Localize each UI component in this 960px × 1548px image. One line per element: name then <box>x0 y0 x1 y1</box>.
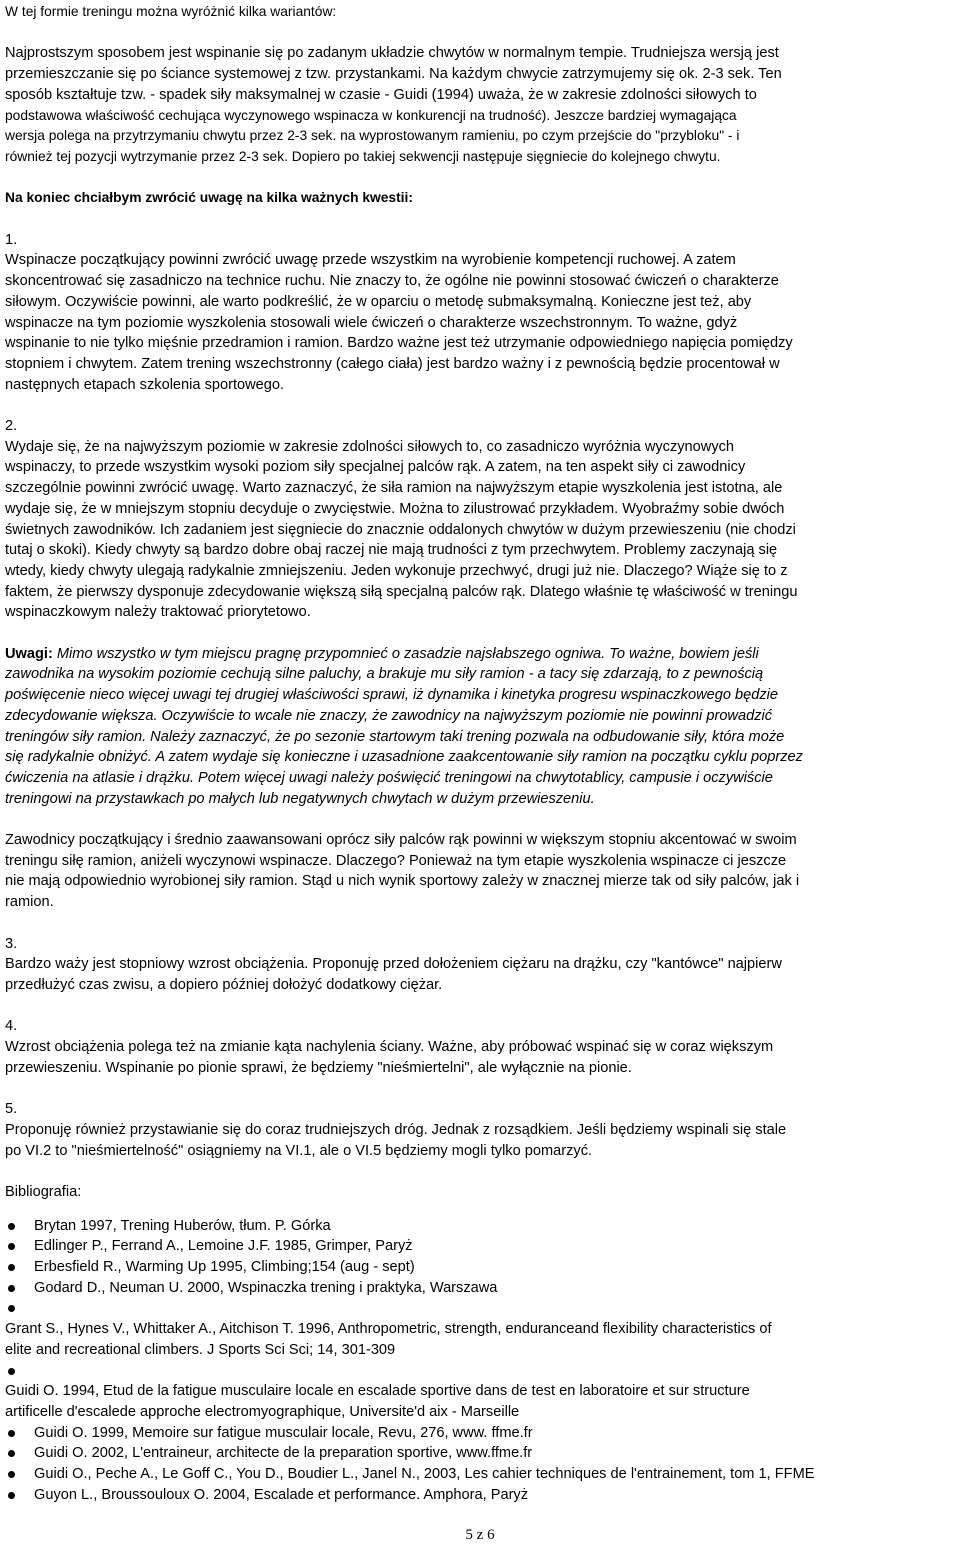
text-line: artificelle d'escalede approche electromyographique, Universite'd aix - Marseille <box>5 1403 520 1420</box>
item-5 <box>5 1099 955 1161</box>
bibliography-heading: Bibliografia: <box>5 1183 82 1200</box>
text-line <box>5 644 955 665</box>
spacer <box>5 623 955 644</box>
text-line: sposób kształtuje tzw. - spadek siły maksymalnej w czasie - Guidi (1994) uważa, że w zakresie zdolności siłowych to <box>5 86 757 103</box>
bullet-icon <box>8 1430 15 1437</box>
text-line: po VI.2 to "nieśmiertelność" osiągniemy na VI.1, ale o VI.5 będziemy mogli tylko pomarzyć. <box>5 1142 593 1159</box>
list-item: Edlinger P., Ferrand A., Lemoine J.F. 1985, Grimper, Paryż <box>5 1236 955 1257</box>
text-line: elite and recreational climbers. J Sports Sci Sci; 14, 301-309 <box>5 1341 396 1358</box>
text-line: stopniem i chwytem. Zatem trening wszechstronny (całego ciała) jest bardzo ważny i z pewnością będzie procentował w <box>5 355 780 372</box>
text-line: przemieszczanie się po ściance systemowej z tzw. przystankami. Na każdym chwycie zatrzymujemy się ok. 2-3 sek. Ten <box>5 66 782 83</box>
bullet-icon <box>8 1285 15 1292</box>
bullet-icon <box>8 1264 15 1271</box>
text-line: ćwiczenia na atlasie i drążku. Potem więcej uwagi należy poświęcić treningowi na chwytotablicy, campusie i oczywiście <box>5 769 773 786</box>
bullet-icon <box>8 1450 15 1457</box>
bullet-icon <box>8 1305 15 1312</box>
text-line: Zawodnicy początkujący i średnio zaawansowani oprócz siły palców rąk powinni w większym stopniu akcentować w swoim <box>5 832 797 849</box>
bibliography-list <box>5 1216 955 1506</box>
text-line: Grant S., Hynes V., Whittaker A., Aitchison T. 1996, Anthropometric, strength, enduranceand flexibility characteristics of <box>5 1321 772 1338</box>
remarks-first-line: Mimo wszystko w tym miejscu pragnę przypomnieć o zasadzie najsłabszego ogniwa. To ważne, bowiem jeśli <box>52 645 759 662</box>
text-line: szczególnie powinni zwrócić uwagę. Warto zaznaczyć, że siła ramion na najwyższym etapie wyszkolenia jest istotna, ale <box>5 480 783 497</box>
text-line: również tej pozycji wytrzymanie przez 2-3 sek. Dopiero po takiej sekwencji następuje sięgniecie do kolejnego chwytu. <box>5 148 721 164</box>
list-item: Guidi O. 1999, Memoire sur fatigue musculair locale, Revu, 276, www. ffme.fr <box>5 1423 955 1444</box>
list-item <box>5 1361 955 1423</box>
text-line: świetnych zawodników. Ich zadaniem jest sięgniecie do znacznie oddalonych chwytów w dużym przewieszeniu (nie chodzi <box>5 521 796 538</box>
text-line: wydaje się, że w mniejszym stopniu decyduje o zwycięstwie. Można to zilustrować przykładem. Wyobraźmy sobie dwóch <box>5 500 785 517</box>
list-item: Erbesfield R., Warming Up 1995, Climbing;154 (aug - sept) <box>5 1257 955 1278</box>
item-number: 1. <box>5 231 18 248</box>
text-line: wspinacze na tym poziomie wyszkolenia stosowali wiele ćwiczeń o charakterze wszechstronnym. To ważne, gdyż <box>5 314 738 331</box>
bullet-row <box>5 1298 955 1319</box>
item-number: 5. <box>5 1101 18 1118</box>
text-line: Proponuję również przystawianie się do coraz trudniejszych dróg. Jednak z rozsądkiem. Jeśli będziemy wspinali się stale <box>5 1121 787 1138</box>
text-line: Bardzo waży jest stopniowy wzrost obciążenia. Proponuję przed dołożeniem ciężaru na drążku, czy "kantówce" najpierw <box>5 956 782 973</box>
issues-heading: Na koniec chciałbym zwrócić uwagę na kilka ważnych kwestii: <box>5 190 413 206</box>
beginners-paragraph <box>5 830 955 913</box>
text-line: skoncentrować się zasadniczo na technice ruchu. Nie znaczy to, że ogólne nie powinni stosować ćwiczeń o charakterze <box>5 273 779 290</box>
text-line: zdecydowanie większa. Oczywiście to wcale nie znaczy, że zawodnicy na najwyższym poziomie nie powinni prowadzić <box>5 707 773 724</box>
spacer <box>5 1078 955 1099</box>
text-line: poświęcenie nieco więcej uwagi tej drugiej właściwości sprawi, iż dynamika i kinetyka progresu wspinaczkowego będzie <box>5 687 779 704</box>
spacer <box>5 913 955 934</box>
item-number: 3. <box>5 935 18 952</box>
text-line: treningów siły ramion. Należy zaznaczyć, że po sezonie startowym taki trening pozwala na odbudowanie siły, która może <box>5 728 785 745</box>
text-line: zawodnika na wysokim poziomie cechują silne paluchy, a brakuje mu siły ramion - a tacy się zdarzają, to z pewnością <box>5 666 764 683</box>
bullet-row <box>5 1361 955 1382</box>
spacer <box>5 809 955 830</box>
text-line: ramion. <box>5 894 54 911</box>
bullet-icon <box>8 1368 15 1375</box>
spacer <box>5 168 955 189</box>
item-4 <box>5 1016 955 1078</box>
text-line: się radykalnie obniżyć. A zatem wydaje się konieczne i uzasadnione zaakcentowanie siły ramion na początku cyklu poprzez <box>5 749 803 766</box>
item-number: 4. <box>5 1018 18 1035</box>
spacer <box>5 1161 955 1182</box>
variants-paragraph <box>5 43 955 167</box>
text-line: podstawowa właściwość cechująca wyczynowego wspinacza w konkurencji na trudność). Jeszcze bardziej wymagająca <box>5 107 737 123</box>
bullet-icon <box>8 1471 15 1478</box>
text-line: nie mają odpowiednio wyrobionej siły ramion. Stąd u nich wynik sportowy zależy w znacznej mierze tak od siły palców, jak i <box>5 873 800 890</box>
page-number-footer: 5 z 6 <box>465 1527 495 1543</box>
item-3 <box>5 934 955 996</box>
text-line: Wspinacze początkujący powinni zwrócić uwagę przede wszystkim na wyrobienie kompetencji ruchowej. A zatem <box>5 252 736 269</box>
remarks-paragraph <box>5 644 955 810</box>
item-1 <box>5 230 955 396</box>
list-item: Guidi O. 2002, L'entraineur, architecte de la preparation sportive, www.ffme.fr <box>5 1443 955 1464</box>
list-item <box>5 1298 955 1360</box>
text-line: przedłużyć czas zwisu, a dopiero później dołożyć dodatkowy ciężar. <box>5 976 443 993</box>
text-line: następnych etapach szkolenia sportowego. <box>5 376 285 393</box>
text-line: wtedy, kiedy chwyty ulegają radykalnie zmniejszeniu. Jeden wykonuje przechwyć, drugi już nie. Dlaczego? Wiąże się to z <box>5 562 788 579</box>
remarks-label: Uwagi: <box>5 645 53 662</box>
text-line: wspinanie to nie tylko mięśnie przedramion i ramion. Bardzo ważne jest też utrzymanie odpowiedniego napięcia pomiędzy <box>5 335 793 352</box>
item-number: 2. <box>5 418 18 434</box>
list-item: Guidi O., Peche A., Le Goff C., You D., Boudier L., Janel N., 2003, Les cahier techniques de l'entrainement, tom 1, FFME <box>5 1464 955 1485</box>
text-line: Wzrost obciążenia polega też na zmianie kąta nachylenia ściany. Ważne, aby próbować wspinać się w coraz większym <box>5 1039 774 1056</box>
text-line: Najprostszym sposobem jest wspinanie się po zadanym układzie chwytów w normalnym tempie. Trudniejsza wersją jest <box>5 45 779 62</box>
list-item: Godard D., Neuman U. 2000, Wspinaczka trening i praktyka, Warszawa <box>5 1278 955 1299</box>
spacer <box>5 209 955 230</box>
text-line: treningu siłę ramion, aniżeli wyczynowi wspinacze. Dlaczego? Ponieważ na tym etapie wyszkolenia wspinacze ci jeszcze <box>5 852 787 869</box>
text-line: treningowi na przystawkach po małych lub negatywnych chwytach w dużym przewieszeniu. <box>5 790 595 807</box>
item-2 <box>5 416 955 623</box>
intro-line: W tej formie treningu można wyróżnić kilka wariantów: <box>5 4 337 19</box>
spacer <box>5 395 955 416</box>
list-item: Brytan 1997, Trening Huberów, tłum. P. Górka <box>5 1216 955 1237</box>
list-item: Guyon L., Broussouloux O. 2004, Escalade et performance. Amphora, Paryż <box>5 1485 955 1506</box>
text-line: tutaj o skoki). Kiedy chwyty są bardzo dobre obaj raczej nie mają trudności z tym przechwytem. Problemy zaczynają się <box>5 542 778 559</box>
bullet-icon <box>8 1223 15 1230</box>
bullet-icon <box>8 1492 15 1499</box>
text-line: wspinaczkowym należy traktować priorytetowo. <box>5 604 311 621</box>
text-line: wspinaczy, to przede wszystkim wysoki poziom siły specjalnej palców rąk. A zatem, na ten aspekt siły ci zawodnicy <box>5 459 746 476</box>
text-line: siłowym. Oczywiście powinni, ale warto podkreślić, że w oparciu o metodę submaksymalną. Konieczne jest też, aby <box>5 293 752 310</box>
text-line: Wydaje się, że na najwyższym poziomie w zakresie zdolności siłowych to, co zasadniczo wyróżnia wyczynowych <box>5 438 735 455</box>
text-line: przewieszeniu. Wspinanie po pionie sprawi, że będziemy "nieśmiertelni", ale wyłącznie na pionie. <box>5 1059 632 1076</box>
spacer <box>5 23 955 44</box>
text-line: faktem, że pierwszy dysponuje zdecydowanie większą siłą specjalną palców rąk. Dlatego właśnie tę właściwość w treningu <box>5 583 798 600</box>
bullet-icon <box>8 1243 15 1250</box>
text-line: wersja polega na przytrzymaniu chwytu przez 2-3 sek. na wyprostowanym ramieniu, po czym przejście do "przybloku" - i <box>5 128 740 144</box>
text-line: Guidi O. 1994, Etud de la fatigue musculaire locale en escalade sportive dans de test en laboratoire et sur structure <box>5 1383 750 1400</box>
spacer <box>5 996 955 1017</box>
spacer <box>5 1203 955 1216</box>
